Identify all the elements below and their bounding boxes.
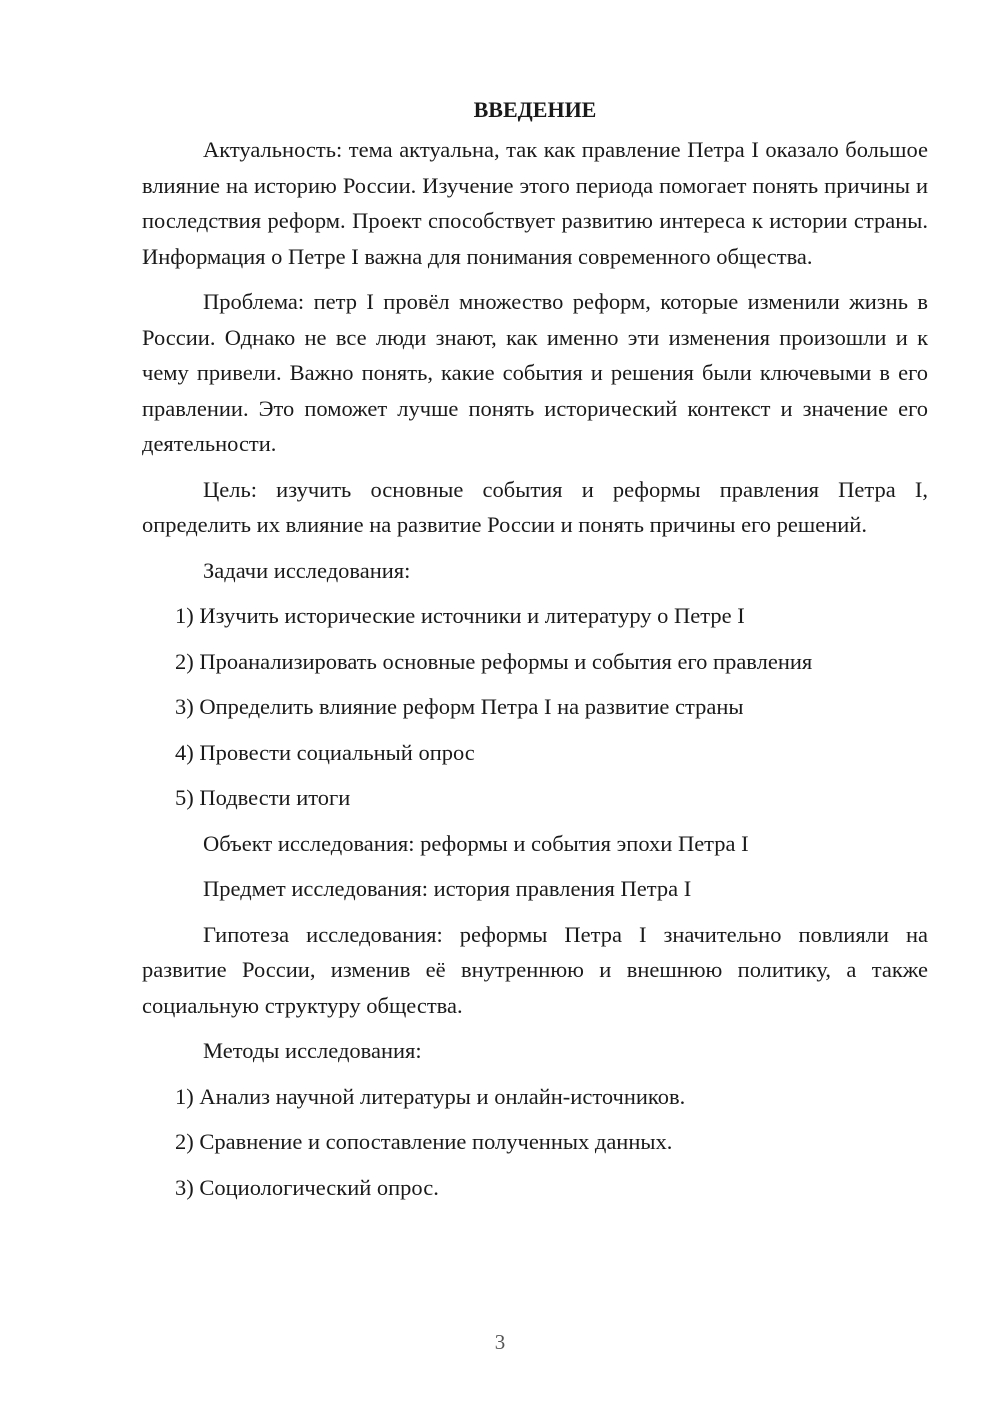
list-item: 1) Изучить исторические источники и литературу о Петре I (175, 603, 745, 628)
tasks-list (142, 598, 928, 816)
relevance-paragraph: Актуальность: тема актуальна, так как правление Петра I оказало большое влияние на историю России. Изучение этого периода помогает понять причины и последствия реформ. Проект способствует развитию интереса к истории страны. Информация о Петре I важна для понимания современного общества. (142, 137, 928, 269)
goal-paragraph: Цель: изучить основные события и реформы правления Петра I, определить их влияние на развитие России и понять причины его решений. (142, 476, 928, 537)
list-item: 3) Социологический опрос. (175, 1174, 439, 1200)
section-heading: ВВЕДЕНИЕ (473, 97, 597, 122)
list-item: 4) Провести социальный опрос (175, 739, 475, 765)
page-number: 3 (494, 1330, 506, 1354)
methods-list (142, 1079, 928, 1206)
list-item: 3) Определить влияние реформ Петра I на развитие страны (175, 694, 744, 719)
object-line: Объект исследования: реформы и события эпохи Петра I (203, 830, 749, 856)
list-item: 2) Сравнение и сопоставление полученных данных. (175, 1129, 673, 1154)
methods-label: Методы исследования: (203, 1038, 422, 1063)
subject-line: Предмет исследования: история правления Петра I (203, 876, 692, 901)
tasks-label: Задачи исследования: (203, 557, 411, 583)
document-page (142, 92, 928, 1215)
hypothesis-paragraph: Гипотеза исследования: реформы Петра I значительно повлияли на развитие России, изменив её внутреннюю и внешнюю политику, а также социальную структуру общества. (142, 921, 928, 1018)
list-item: 5) Подвести итоги (175, 785, 351, 810)
problem-paragraph: Проблема: петр I провёл множество реформ, которые изменили жизнь в России. Однако не все люди знают, как именно эти изменения произошли и к чему привели. Важно понять, какие события и решения были ключевыми в его правлении. Это поможет лучше понять исторический контекст и значение его деятельности. (142, 289, 928, 456)
list-item: 1) Анализ научной литературы и онлайн-источников. (175, 1083, 686, 1109)
list-item: 2) Проанализировать основные реформы и события его правления (175, 648, 813, 674)
